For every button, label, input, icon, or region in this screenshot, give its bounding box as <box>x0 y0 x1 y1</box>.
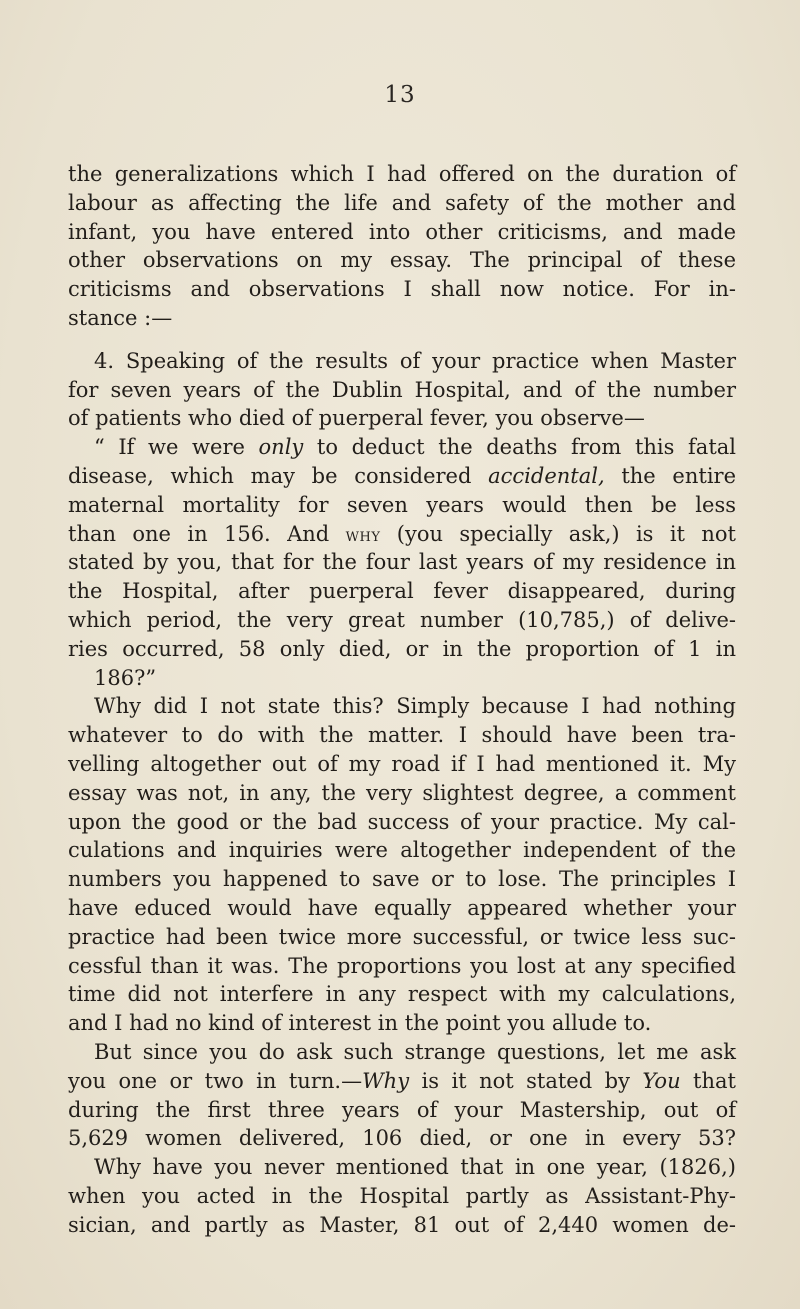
quote-line <box>68 462 736 491</box>
text-line: Why have you never mentioned that in one year, (1826,) <box>94 1155 736 1180</box>
text-line: during the first three years of your Mastership, out of <box>68 1097 736 1122</box>
text-line: for seven years of the Dublin Hospital, and of the number <box>68 377 736 402</box>
text-line: have educed would have equally appeared whether your <box>68 895 736 920</box>
text-line: whatever to do with the matter. I should have been tra- <box>68 723 736 748</box>
page-number: 13 <box>384 82 416 108</box>
quote-line: ries occurred, 58 only died, or in the proportion of 1 in <box>68 636 736 661</box>
text-emphasis: Why <box>362 1068 410 1093</box>
text-line: Why did I not state this? Simply because I had nothing <box>94 694 736 719</box>
quote-line: maternal mortality for seven years would then be less <box>68 492 736 517</box>
quote-emphasis: only <box>258 435 304 460</box>
quote-line: which period, the very great number (10,785,) of delive- <box>68 607 736 632</box>
text-line: other observations on my essay. The principal of these <box>68 248 736 273</box>
quote-line: the Hospital, after puerperal fever disappeared, during <box>68 579 736 604</box>
quote-text: disease, which may be considered <box>68 463 489 488</box>
quote-line: 186?” <box>94 665 157 690</box>
paragraph-3 <box>68 692 736 1038</box>
text-line: numbers you happened to save or to lose. The principles I <box>68 867 736 892</box>
text-segment: that <box>680 1068 736 1093</box>
quotation <box>68 433 736 692</box>
paragraph-1 <box>68 160 736 333</box>
text-line: when you acted in the Hospital partly as Assistant-Phy- <box>68 1183 736 1208</box>
text-segment: is it not stated by <box>409 1068 643 1093</box>
quote-line: stated by you, that for the four last years of my residence in <box>68 550 736 575</box>
text-line: and I had no kind of interest in the point you allude to. <box>68 1011 652 1036</box>
body-text <box>68 160 736 1239</box>
quote-small-caps: why <box>345 523 381 546</box>
text-line: the generalizations which I had offered on the duration of <box>68 162 736 186</box>
quote-line <box>68 520 736 549</box>
quote-text: to deduct the deaths from this fatal <box>303 435 736 460</box>
text-line: 4. Speaking of the results of your practice when Master <box>94 348 736 373</box>
text-emphasis: You <box>642 1068 681 1093</box>
text-line: velling altogether out of my road if I had mentioned it. My <box>68 751 736 776</box>
text-line: cessful than it was. The proportions you lost at any specified <box>68 953 736 978</box>
quote-emphasis: accidental, <box>488 463 605 488</box>
paragraph-2 <box>68 347 736 433</box>
text-line: of patients who died of puerperal fever, you observe— <box>68 406 645 431</box>
paragraph-gap <box>68 333 736 347</box>
text-line: practice had been twice more successful, or twice less suc- <box>68 924 736 949</box>
quote-text: the entire <box>604 463 736 488</box>
text-line: labour as affecting the life and safety of the mother and <box>68 190 736 215</box>
text-line: stance :— <box>68 305 173 330</box>
text-line <box>68 1067 736 1096</box>
text-line: time did not interfere in any respect with my calculations, <box>68 982 736 1007</box>
quote-text: (you specially ask,) is it not <box>380 521 736 546</box>
text-segment: you one or two in turn.— <box>68 1068 363 1093</box>
paragraph-4 <box>68 1038 736 1240</box>
quote-text: “ If we were <box>94 435 259 460</box>
quote-line <box>68 433 736 462</box>
text-line: criticisms and observations I shall now notice. For in- <box>68 277 736 302</box>
text-line: sician, and partly as Master, 81 out of 2,440 women de- <box>68 1212 736 1237</box>
text-line: culations and inquiries were altogether independent of the <box>68 838 736 863</box>
text-line: essay was not, in any, the very slightest degree, a comment <box>68 780 736 805</box>
text-line: infant, you have entered into other criticisms, and made <box>68 219 736 244</box>
quote-text: than one in 156. And <box>68 521 346 546</box>
text-line: 5,629 women delivered, 106 died, or one in every 53? <box>68 1126 736 1151</box>
text-line: upon the good or the bad success of your practice. My cal- <box>68 809 736 834</box>
text-line: But since you do ask such strange questions, let me ask <box>94 1039 736 1064</box>
